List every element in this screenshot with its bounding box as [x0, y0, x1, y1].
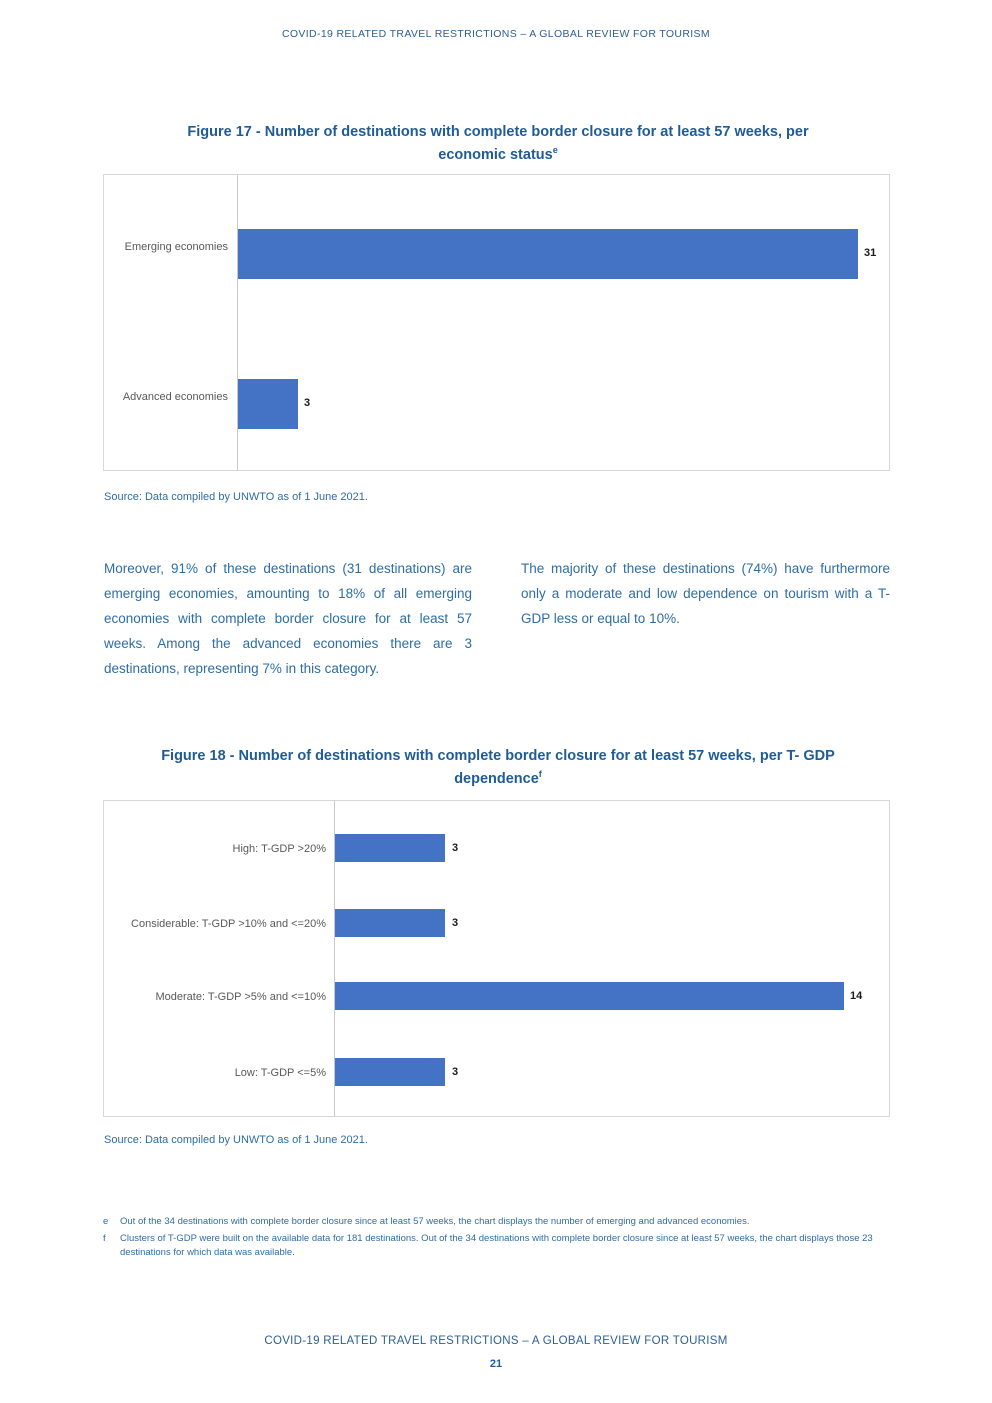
footnote-text: Clusters of T-GDP were built on the available data for 181 destinations. Out of the 34 destinations with complete border closure since at least 57 weeks, the chart displays those 23 destinations for which data was available. [120, 1232, 873, 1258]
figure-17-bar-0 [238, 229, 858, 279]
figure-18-title-superscript: f [538, 768, 542, 779]
figure-17-chart [103, 174, 890, 471]
footnote-marker: e [103, 1216, 109, 1227]
footnote-item [103, 1215, 893, 1229]
figure-18-bar-2 [335, 982, 844, 1010]
footnote-item [103, 1232, 893, 1260]
footnotes [103, 1215, 893, 1262]
footnote-marker: f [103, 1232, 106, 1244]
figure-17-title [103, 122, 893, 166]
figure-18-title-line2: dependence [454, 770, 539, 787]
figure-18-title-line1: Figure 18 - Number of destinations with complete border closure for at least 57 weeks, per T- GDP [161, 748, 835, 764]
figure-18-bar-3 [335, 1058, 445, 1086]
figure-18-bar-label-1: Considerable: T-GDP >10% and <=20% [131, 918, 326, 930]
body-paragraph-right: The majority of these destinations (74%) have furthermore only a moderate and low dependence on tourism with a T-GDP less or equal to 10%. [521, 561, 890, 626]
figure-17-bar-label-1: Advanced economies [122, 391, 228, 403]
figure-18-bar-1 [335, 909, 445, 937]
figure-18-bar-value-1: 3 [452, 917, 459, 929]
body-paragraph-left: Moreover, 91% of these destinations (31 destinations) are emerging economies, amounting to 18% of all emerging economies with complete border closure for at least 57 weeks. Among the advanced economies there are 3 destinations, representing 7% in this category. [104, 561, 472, 676]
figure-18-source: Source: Data compiled by UNWTO as of 1 June 2021. [104, 1134, 368, 1146]
figure-18-title [103, 746, 893, 790]
figure-17-bar-label-0: Emerging economies [124, 241, 228, 253]
figure-17-bar-1 [238, 379, 298, 429]
footnote-text: Out of the 34 destinations with complete border closure since at least 57 weeks, the chart displays the number of emerging and advanced economies. [120, 1216, 750, 1227]
figure-17-title-superscript: e [552, 144, 558, 155]
figure-18-bar-value-3: 3 [452, 1066, 459, 1078]
figure-17-source: Source: Data compiled by UNWTO as of 1 June 2021. [104, 491, 368, 503]
figure-17-title-line2: economic status [438, 146, 553, 163]
figure-18-bar-0 [335, 834, 445, 862]
figure-17-title-line1: Figure 17 - Number of destinations with complete border closure for at least 57 weeks, per [187, 124, 809, 140]
figure-18-bar-value-0: 3 [452, 842, 459, 854]
page-number: 21 [489, 1358, 503, 1370]
figure-17-bar-value-1: 3 [304, 397, 311, 409]
figure-18-bar-label-3: Low: T-GDP <=5% [234, 1067, 326, 1079]
figure-17-bar-value-0: 31 [864, 247, 877, 259]
figure-18-chart [103, 800, 890, 1117]
running-head: COVID-19 RELATED TRAVEL RESTRICTIONS – A GLOBAL REVIEW FOR TOURISM [281, 28, 711, 40]
figure-18-bar-value-2: 14 [850, 990, 863, 1002]
footer-title: COVID-19 RELATED TRAVEL RESTRICTIONS – A GLOBAL REVIEW FOR TOURISM [264, 1335, 728, 1347]
figure-18-bar-label-0: High: T-GDP >20% [232, 843, 326, 855]
figure-18-bar-label-2: Moderate: T-GDP >5% and <=10% [155, 991, 326, 1003]
